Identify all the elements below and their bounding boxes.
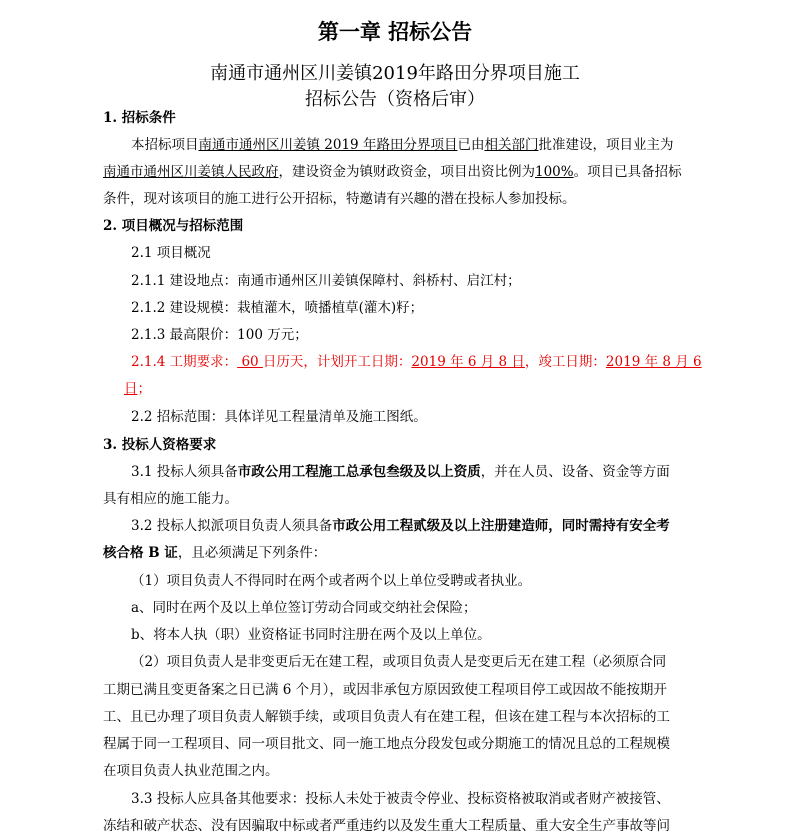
qualification-grade: 市政公用工程施工总承包叁级及以上资质 bbox=[237, 464, 481, 480]
condition-2-line-2: 工期已满且变更备案之日已满 6 个月），或因非承包方原因致使工程项目停工或因故不能按期开 bbox=[103, 682, 667, 698]
s3-1-line-2: 具有相应的施工能力。 bbox=[103, 491, 238, 507]
s3-2-line-1 bbox=[131, 515, 670, 537]
s1-line-2 bbox=[103, 161, 682, 183]
s1-line-3: 条件，现对该项目的施工进行公开招标，特邀请有兴趣的潜在投标人参加投标。 bbox=[103, 191, 576, 207]
condition-2-line-1: （2）项目负责人是非变更后无在建工程，或项目负责人是变更后无在建工程（必须原合同 bbox=[131, 654, 667, 670]
builder-requirement: 市政公用工程贰级及以上注册建造师，同时需持有安全考 bbox=[332, 518, 670, 534]
text: 本招标项目 bbox=[131, 137, 199, 153]
end-date: 2019 年 8 月 6 bbox=[605, 354, 702, 370]
condition-1: （1）项目负责人不得同时在两个或者两个以上单位受聘或者执业。 bbox=[131, 573, 532, 589]
s2-1: 2.1 项目概况 bbox=[131, 245, 211, 261]
text: ，并在人员、设备、资金等方面 bbox=[480, 464, 670, 480]
subtitle-project: 南通市通州区川姜镇2019年路田分界项目施工 bbox=[210, 63, 580, 84]
project-owner: 南通市通州区川姜镇人民政府 bbox=[103, 164, 279, 180]
end-date-suffix: 日 bbox=[124, 381, 138, 397]
s1-line-1 bbox=[131, 134, 673, 156]
s3-2-line-2 bbox=[103, 542, 326, 564]
funding-ratio: 100% bbox=[535, 164, 574, 180]
text: ，且必须满足下列条件： bbox=[177, 545, 327, 561]
s2-1-4 bbox=[131, 351, 702, 373]
section-1-heading: 1. 招标条件 bbox=[103, 110, 176, 126]
text: ； bbox=[137, 381, 151, 397]
condition-1a: a、同时在两个及以上单位签订劳动合同或交纳社会保险； bbox=[131, 600, 477, 616]
condition-2-line-5: 在项目负责人执业范围之内。 bbox=[103, 763, 279, 779]
text: 3.1 投标人须具备 bbox=[131, 464, 238, 480]
safety-cert: 核合格 B 证 bbox=[103, 545, 178, 561]
s2-1-3: 2.1.3 最高限价：100 万元； bbox=[131, 327, 308, 343]
s3-3-line-2: 冻结和破产状态、没有因骗取中标或者严重违约以及发生重大工程质量、重大安全生产事故等问 bbox=[103, 818, 670, 834]
s2-1-4-cont bbox=[124, 378, 151, 400]
duration-days: 60 bbox=[237, 354, 263, 370]
text: 批准建设，项目业主为 bbox=[538, 137, 674, 153]
text: 3.2 投标人拟派项目负责人须具备 bbox=[131, 518, 333, 534]
s2-1-2: 2.1.2 建设规模：栽植灌木，喷播植草(灌木)籽； bbox=[131, 300, 424, 316]
condition-1b: b、将本人执（职）业资格证书同时注册在两个及以上单位。 bbox=[131, 627, 491, 643]
s2-2: 2.2 招标范围：具体详见工程量清单及施工图纸。 bbox=[131, 409, 427, 425]
section-2-heading: 2. 项目概况与招标范围 bbox=[103, 218, 244, 234]
text: 。项目已具备招标 bbox=[573, 164, 682, 180]
chapter-title: 第一章 招标公告 bbox=[317, 19, 473, 44]
text: 日历天，计划开工日期： bbox=[262, 354, 412, 370]
approval-dept: 相关部门 bbox=[484, 137, 539, 153]
s3-3-line-1: 3.3 投标人应具备其他要求：投标人未处于被责令停业、投标资格被取消或者财产被接管、 bbox=[131, 791, 670, 807]
text: 2.1.4 工期要求： bbox=[131, 354, 238, 370]
condition-2-line-3: 工、且已办理了项目负责人解锁手续，或项目负责人有在建工程，但该在建工程与本次招标的工 bbox=[103, 709, 670, 725]
s3-1-line-1 bbox=[131, 461, 670, 483]
text: 已由 bbox=[457, 137, 485, 153]
project-name: 南通市通州区川姜镇 2019 年路田分界项目 bbox=[198, 137, 458, 153]
section-3-heading: 3. 投标人资格要求 bbox=[103, 437, 217, 453]
subtitle-notice: 招标公告（资格后审） bbox=[305, 89, 485, 110]
s2-1-1: 2.1.1 建设地点：南通市通州区川姜镇保障村、斜桥村、启江村； bbox=[131, 273, 521, 289]
condition-2-line-4: 程属于同一工程项目、同一项目批文、同一施工地点分段发包或分期施工的情况且总的工程规模 bbox=[103, 736, 670, 752]
text: ，建设资金为镇财政资金，项目出资比例为 bbox=[278, 164, 535, 180]
text: ，竣工日期： bbox=[524, 354, 606, 370]
start-date: 2019 年 6 月 8 日 bbox=[411, 354, 525, 370]
